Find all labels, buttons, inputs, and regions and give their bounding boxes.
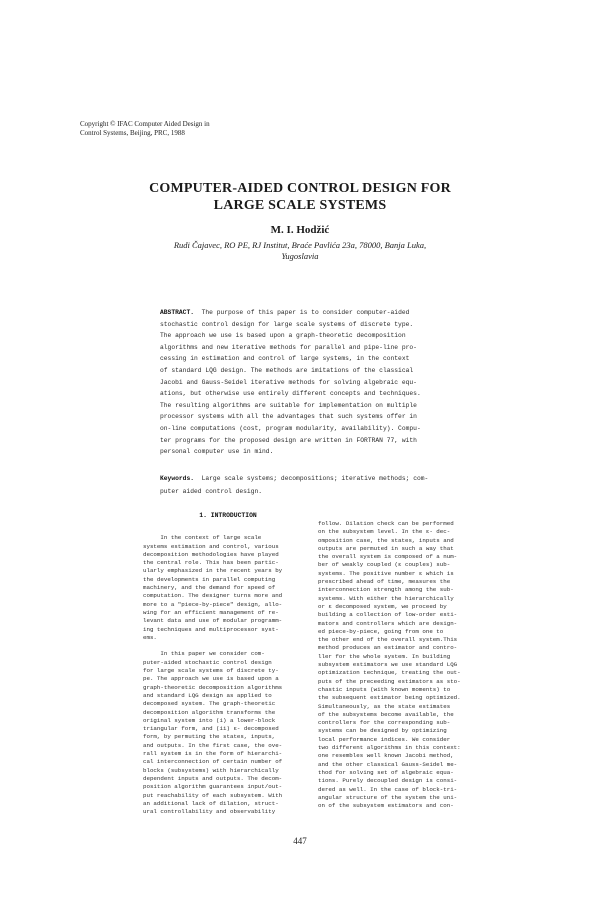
- affiliation-line: Rudi Čajavec, RO PE, RJ Institut, Braće Pavlića 23a, 78000, Banja Luka,: [173, 240, 427, 250]
- body-line: for large scale systems of discrete ty-: [143, 667, 279, 675]
- title-line: COMPUTER-AIDED CONTROL DESIGN FOR: [149, 181, 451, 196]
- body-line: more to a "piece-by-piece" design, allo-: [143, 600, 283, 608]
- body-line: ural controllability and observability: [143, 808, 276, 816]
- abstract-line: The resulting algorithms are suitable for implementation on multiple: [160, 401, 417, 409]
- abstract-line: stochastic control design for large scale systems of discrete type.: [160, 320, 414, 328]
- keywords-label: Keywords.: [160, 475, 195, 482]
- body-line: computation. The designer turns more and: [143, 592, 283, 600]
- body-line: building a collection of low-order esti-: [318, 611, 458, 619]
- body-line: angular structure of the system the uni-: [318, 793, 458, 801]
- keywords-line: puter aided control design.: [160, 488, 263, 495]
- body-line: tions. Purely decoupled design is consi-: [318, 777, 458, 785]
- body-line: In this paper we consider com-: [160, 650, 265, 658]
- body-line: ing techniques and multiprocessor syst-: [143, 625, 279, 633]
- body-line: two different algorithms in this context:: [318, 744, 461, 752]
- body-line: decomposition algorithm transforms the: [143, 708, 276, 716]
- copyright-line: Control Systems, Beijing, PRC, 1988: [80, 129, 185, 137]
- abstract-line: The approach we use is based upon a graph-theoretic decomposition: [160, 332, 406, 340]
- keywords-line: Large scale systems; decompositions; iterative methods; com-: [201, 475, 429, 482]
- abstract-line: of standard LQG design. The methods are imitations of the classical: [160, 366, 414, 374]
- body-line: triangular form, and (ii) ε- decomposed: [143, 725, 279, 733]
- body-line: decomposition methodologies have played: [143, 550, 279, 558]
- page-number: 447: [293, 836, 307, 846]
- body-line: ems.: [143, 633, 157, 641]
- body-line: machinery, and the demand for speed of: [143, 584, 276, 592]
- body-line: puts of the preceeding estimators as sto-: [318, 677, 461, 685]
- abstract-line: The purpose of this paper is to consider computer-aided: [201, 309, 410, 316]
- abstract-line: personal computer use in mind.: [160, 448, 274, 456]
- body-line: the overall system is composed of a num-: [318, 553, 458, 561]
- body-line: controllers for the corresponding sub-: [318, 719, 451, 727]
- body-line: graph-theoretic decomposition algorithms: [143, 683, 283, 691]
- abstract-line: Jacobi and Gauss-Seidel iterative methods for solving algebraic equ-: [160, 378, 417, 386]
- body-line: put reachability of each subsystem. With: [143, 791, 283, 799]
- author-name: M. I. Hodžić: [270, 224, 330, 236]
- abstract-line: processor systems with all the advantages that such systems offer in: [160, 413, 417, 421]
- left-column: [143, 512, 313, 816]
- body-line: on the subsystem level. In the ε- dec-: [318, 528, 451, 536]
- abstract-line: ations, but otherwise use entirely different concepts and techniques.: [160, 390, 421, 398]
- body-line: an additional lack of dilation, struct-: [143, 799, 279, 807]
- body-line: the developments in parallel computing: [143, 575, 276, 583]
- body-line: method produces an estimator and contro-: [318, 644, 458, 652]
- body-line: dered as well. In the case of block-tri-: [318, 785, 458, 793]
- title-line: LARGE SCALE SYSTEMS: [213, 198, 387, 213]
- body-line: rall system is in the form of hierarchi-: [143, 750, 283, 758]
- right-column: [318, 520, 488, 810]
- body-line: systems. The positive number ε which is: [318, 569, 454, 577]
- body-line: ed piece-by-piece, going from one to: [318, 627, 444, 635]
- body-line: ber of weakly coupled (ε couples) sub-: [318, 561, 451, 569]
- body-line: pe. The approach we use is based upon a: [143, 675, 279, 683]
- body-line: systems. With either the hierarchically: [318, 594, 454, 602]
- body-line: the subsequent estimator being optimized.: [318, 694, 461, 702]
- abstract-block: [160, 307, 500, 458]
- body-line: and standard LQG design as applied to: [143, 691, 272, 699]
- body-line: the other end of the overall system.This: [318, 636, 458, 644]
- abstract-line: algorithms and new iterative methods for parallel and pipe-line pro-: [160, 343, 417, 351]
- section-heading-introduction: 1. INTRODUCTION: [199, 512, 257, 519]
- body-line: original system into (i) a lower-block: [143, 716, 276, 724]
- body-line: local performance indices. We consider: [318, 735, 451, 743]
- body-line: dependent inputs and outputs. The decom-: [143, 774, 283, 782]
- body-line: and outputs. In the first case, the ove-: [143, 741, 283, 749]
- body-line: follow. Dilation check can be performed: [318, 520, 454, 527]
- body-line: one resembles well known Jacobi method,: [318, 752, 454, 760]
- abstract-line: cessing in estimation and control of large systems, in the context: [160, 355, 410, 363]
- body-line: subsystem estimators we use standard LQG: [318, 661, 458, 669]
- body-line: cal interconnection of certain number of: [143, 758, 283, 766]
- abstract-line: on-line computations (cost, program modularity, availability). Compu-: [160, 424, 421, 432]
- body-line: position algorithm guarantees input/out-: [143, 783, 283, 791]
- body-line: decomposed system. The graph-theoretic: [143, 700, 276, 708]
- body-line: outputs are permuted in such a way that: [318, 544, 454, 552]
- body-line: on of the subsystem estimators and con-: [318, 802, 454, 810]
- copyright-notice: [80, 120, 320, 138]
- body-line: mators and controllers which are design-: [318, 619, 458, 627]
- affiliation-line: Yugoslavia: [281, 251, 319, 261]
- author-affiliation: [110, 240, 490, 262]
- body-line: interconnection strength among the sub-: [318, 586, 454, 594]
- body-line: the central role. This has been partic-: [143, 559, 279, 567]
- paper-title: [60, 180, 540, 214]
- abstract-line: ter programs for the proposed design are written in FORTRAN 77, with: [160, 436, 417, 444]
- abstract-label: ABSTRACT.: [160, 309, 195, 316]
- body-line: optimization technique, treating the out-: [318, 669, 461, 677]
- copyright-line: Copyright © IFAC Computer Aided Design in: [80, 120, 210, 128]
- body-line: Simultaneously, as the state estimates: [318, 702, 451, 710]
- body-line: systems estimation and control, various: [143, 542, 279, 550]
- body-line: omposition case, the states, inputs and: [318, 536, 454, 544]
- body-line: prescribed ahead of time, measures the: [318, 578, 451, 586]
- body-line: puter-aided stochastic control design: [143, 658, 272, 666]
- keywords-block: [160, 472, 500, 498]
- body-line: thod for solving set of algebraic equa-: [318, 768, 454, 776]
- body-line: or ε decomposed system, we proceed by: [318, 602, 447, 610]
- body-line: ller for the whole system. In building: [318, 652, 451, 660]
- body-line: and the other classical Gauss-Seidel me-: [318, 760, 458, 768]
- body-line: chastic inputs (with known moments) to: [318, 685, 451, 693]
- body-line: wing for an efficient management of re-: [143, 608, 279, 616]
- body-line: ularly emphasized in the recent years by: [143, 567, 283, 575]
- body-line: In the context of large scale: [160, 534, 262, 542]
- body-line: levant data and use of modular programm-: [143, 617, 283, 625]
- body-line: blocks (subsystems) with hierarchically: [143, 766, 279, 774]
- body-line: form, by permuting the states, inputs,: [143, 733, 276, 741]
- body-line: of the subsystems become available, the: [318, 710, 454, 718]
- body-line: systems can be designed by optimizing: [318, 727, 447, 735]
